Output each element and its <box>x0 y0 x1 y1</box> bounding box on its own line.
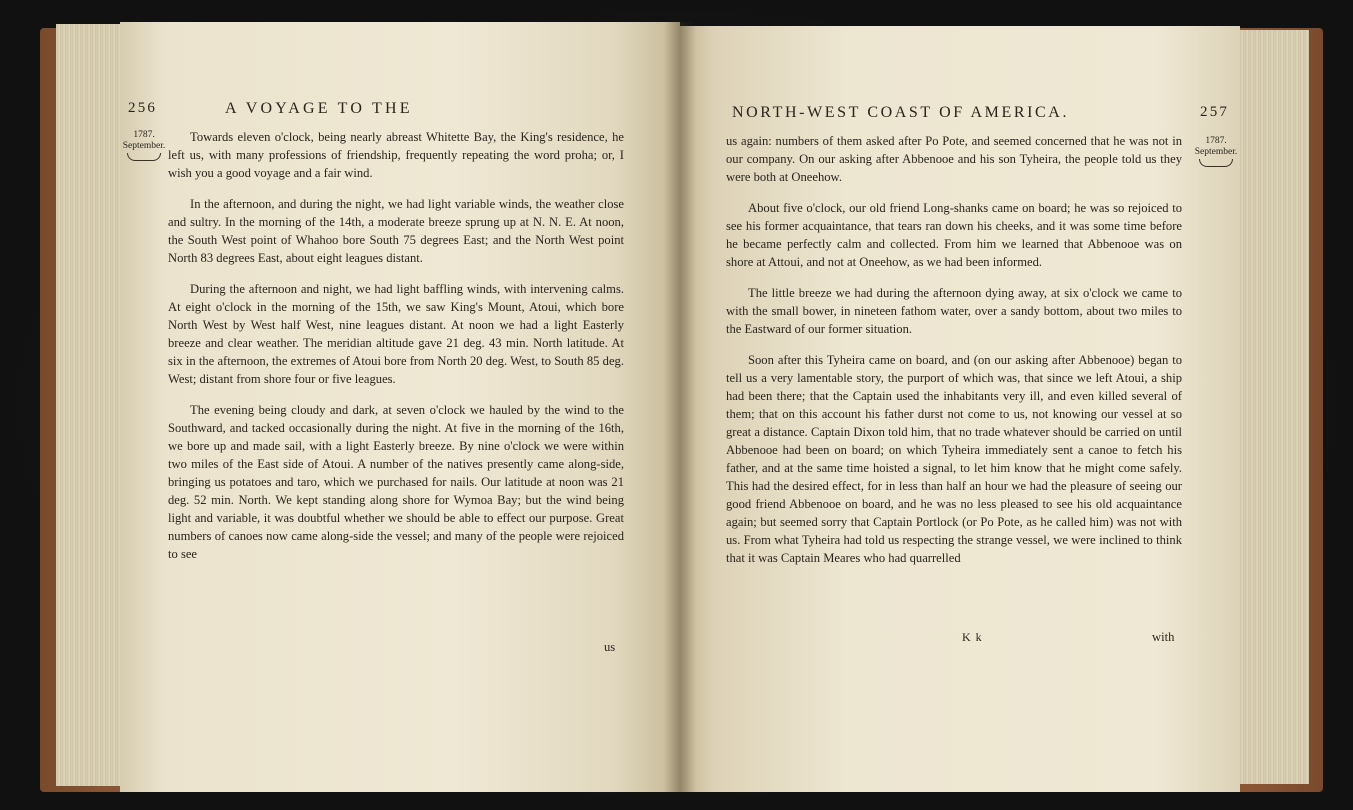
page-edges-left <box>56 24 126 786</box>
left-running-head: A VOYAGE TO THE <box>225 100 413 117</box>
right-catchword: with <box>1152 630 1175 644</box>
right-margin-date <box>1194 136 1238 167</box>
left-margin-month: September. <box>122 141 166 151</box>
right-margin-month: September. <box>1194 147 1238 157</box>
left-paragraph: In the afternoon, and during the night, we had light variable winds, the weather close and sultry. In the morning of the 14th, a moderate breeze sprung up at N. N. E. At noon, the South West point of Whahoo bore South 75 degrees East; and the North West point North 83 degrees East, about eight leagues distant. <box>168 197 624 265</box>
left-catchword: us <box>604 640 616 654</box>
signature-mark: K k <box>962 630 983 644</box>
right-paragraph: Soon after this Tyheira came on board, and (on our asking after Abbenooe) began to tell us a very lamentable story, the purport of which was, that since we left Atoui, a ship had been there; that the Captain used the inhabitants very ill, and even killed several of them; that on this account his father durst not come to us, not knowing our vessel at so great a distance. Captain Dixon told him, that no trade whatever should be carried on until Abbenooe had been on board; on which Tyheira immediately sent a canoe to fetch his father, and at the same time hoisted a signal, to let him know that he might come safely. This had the desired effect, for in less than half an hour we had the pleasure of seeing our good friend Abbenooe on board, and he was no less pleased to see his old acquaintance again; but seemed sorry that Captain Portlock (or Po Pote, as he called him) was not with us. From what Tyheira had told us respecting the strange vessel, we were inclined to think that it was Captain Meares who had quarrelled <box>726 353 1182 565</box>
left-page-body <box>168 128 624 576</box>
left-paragraph: Towards eleven o'clock, being nearly abreast Whitette Bay, the King's residence, he left us, with many professions of friendship, frequently repeating the word proha; or, I wish you a good voyage and a fair wind. <box>168 130 624 180</box>
right-paragraph: us again: numbers of them asked after Po Pote, and seemed concerned that he was not in our company. On our asking after Abbenooe and his son Tyheira, the people told us they were both at Oneehow. <box>726 134 1182 184</box>
right-page-body <box>726 132 1182 580</box>
left-margin-year: 1787. <box>133 130 155 140</box>
right-margin-year: 1787. <box>1205 136 1227 146</box>
left-paragraph: During the afternoon and night, we had light baffling winds, with intervening calms. At eight o'clock in the morning of the 15th, we saw King's Mount, Atoui, which bore North West by West half West, nine leagues distant. At noon we had a light Easterly breeze and clear weather. The meridian altitude gave 21 deg. 43 min. North latitude. At six in the afternoon, the extremes of Atoui bore from North 20 deg. West, to South 85 deg. West; distant from shore four or five leagues. <box>168 282 624 386</box>
right-page-number: 257 <box>1200 104 1230 120</box>
right-paragraph: The little breeze we had during the afternoon dying away, at six o'clock we came to with the small bower, in nineteen fathom water, over a sandy bottom, about two miles to the Eastward of our former situation. <box>726 286 1182 336</box>
right-paragraph: About five o'clock, our old friend Long-shanks came on board; he was so rejoiced to see his former acquaintance, that tears ran down his cheeks, and it was some time before he became perfectly calm and collected. From him we learned that Abbenooe was on shore at Attoui, and not at Oneehow, as we had been informed. <box>726 201 1182 269</box>
right-page <box>680 26 1240 792</box>
brace-icon <box>127 153 161 161</box>
page-edges-right <box>1239 30 1309 784</box>
left-page-number: 256 <box>128 100 158 116</box>
left-paragraph: The evening being cloudy and dark, at seven o'clock we hauled by the wind to the Southward, and tacked occasionally during the night. At five in the morning of the 16th, we bore up and made sail, with a light Easterly breeze. By nine o'clock we were within two miles of the East side of Atoui. A number of the natives presently came along-side, bringing us potatoes and taro, which we purchased for nails. Our latitude at noon was 21 deg. 52 min. North. We kept standing along shore for Wymoa Bay; but the wind being light and variable, it was doubtful whether we should be able to effect our purpose. Great numbers of canoes now came along-side the vessel; and many of the people were rejoiced to see <box>168 403 624 561</box>
left-margin-date <box>122 130 166 161</box>
right-running-head: NORTH-WEST COAST OF AMERICA. <box>732 104 1070 121</box>
brace-icon <box>1199 159 1233 167</box>
left-page <box>120 22 680 792</box>
